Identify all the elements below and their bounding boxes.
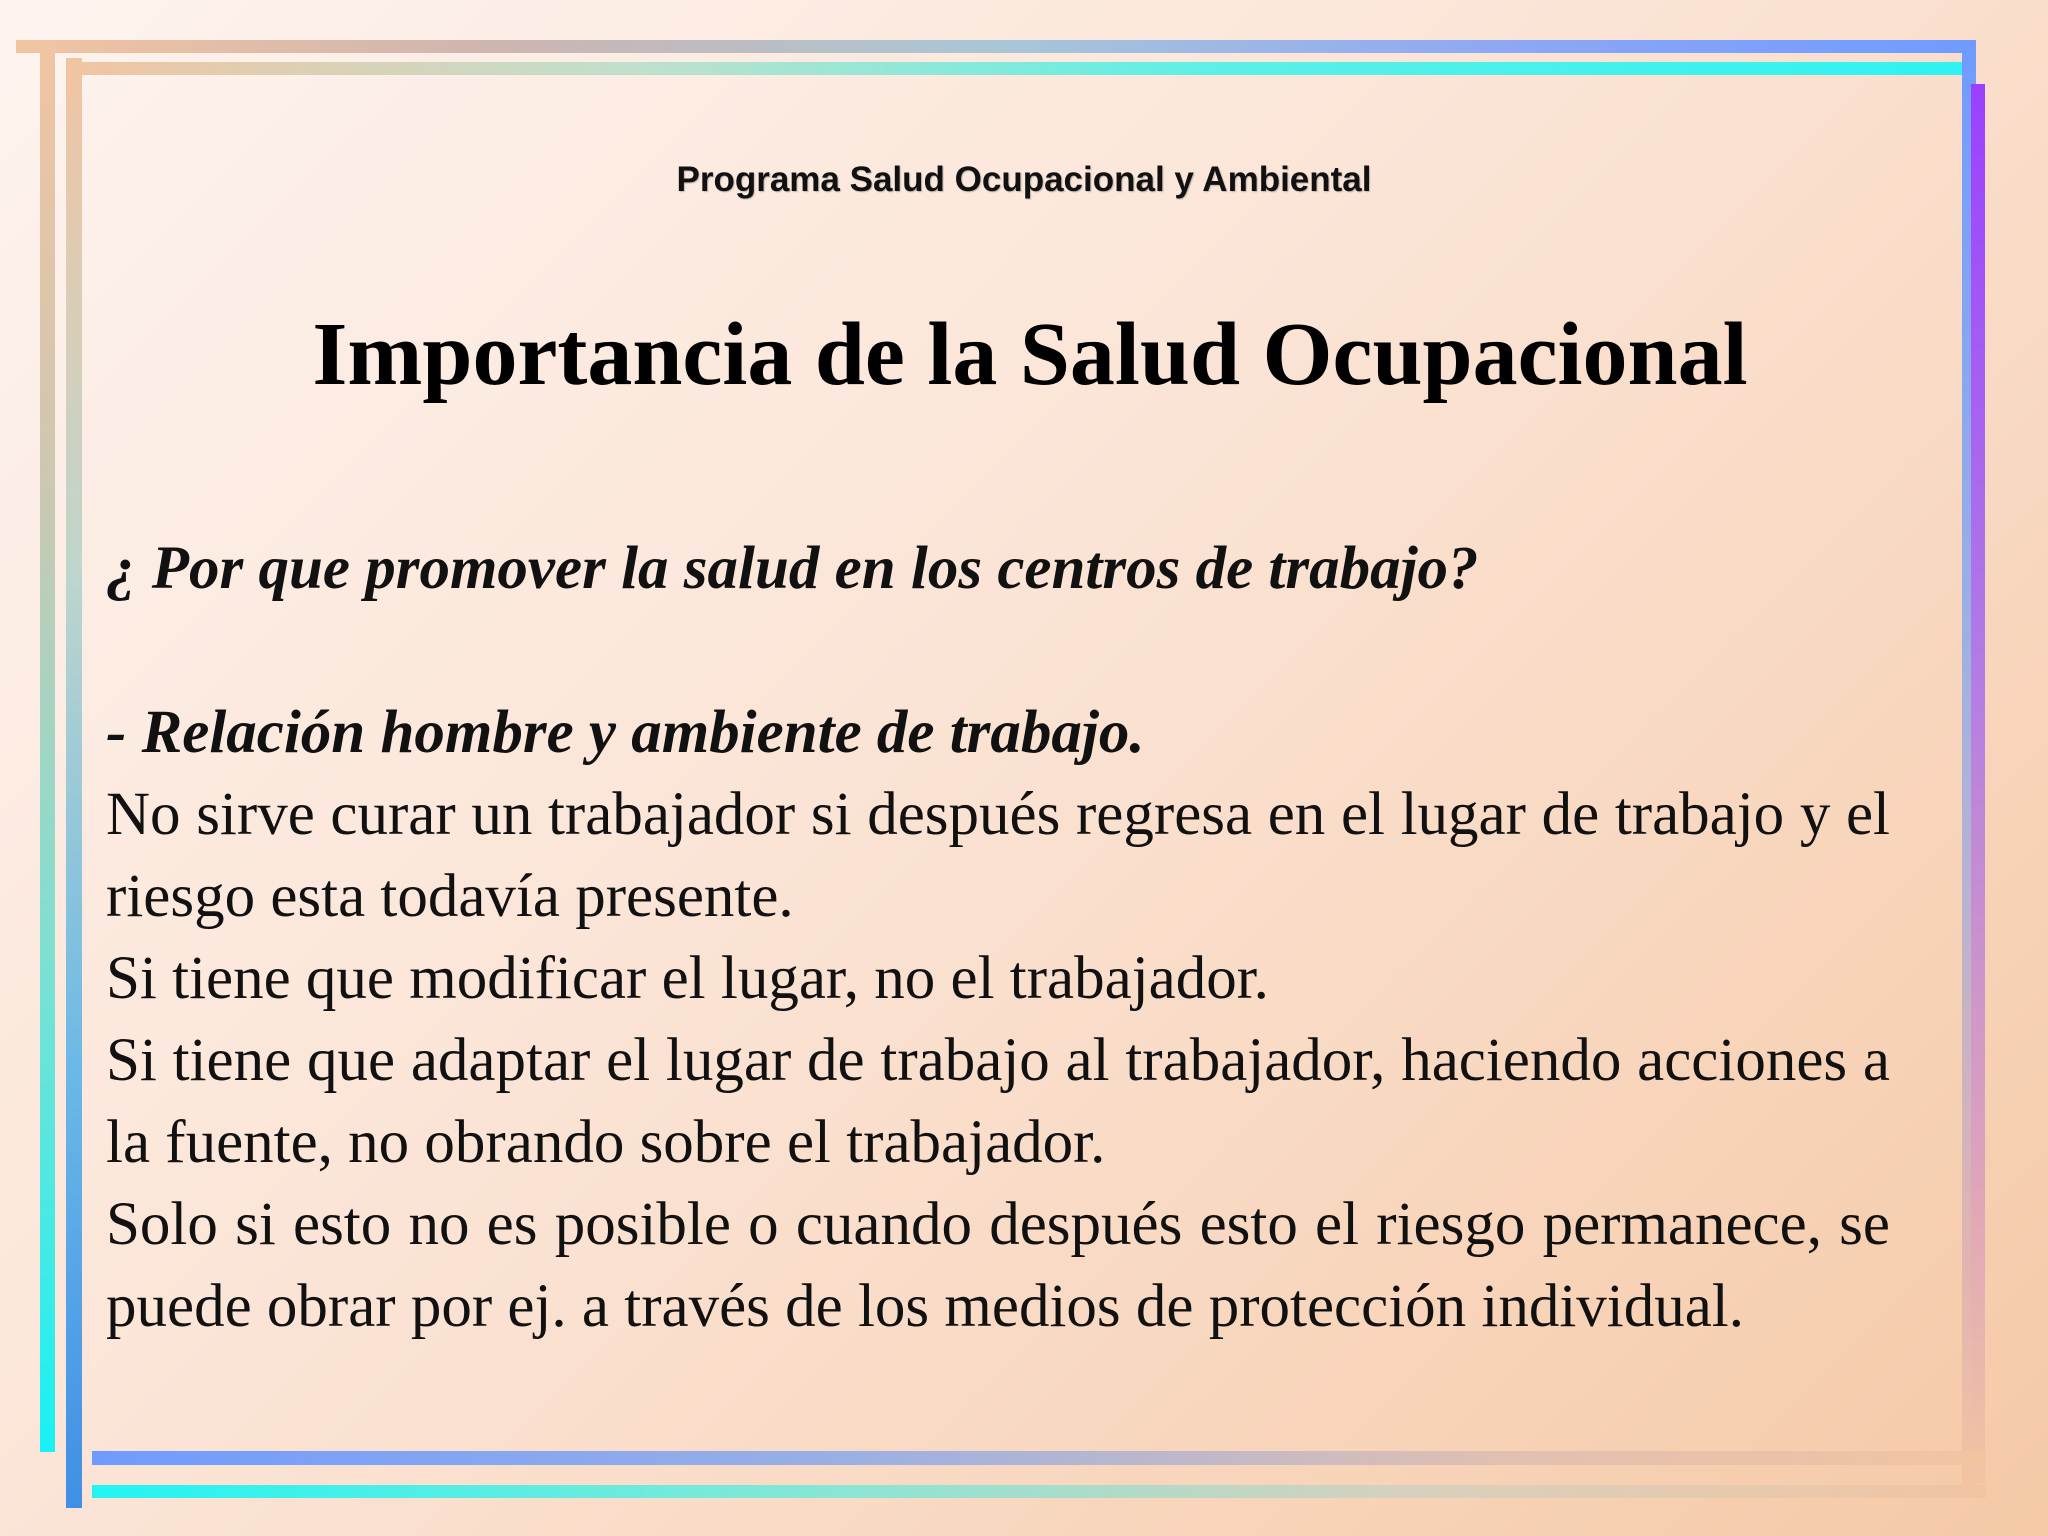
frame-bar-top-outer xyxy=(16,40,1976,53)
frame-bar-left-outer xyxy=(40,40,55,1452)
program-header: Programa Salud Ocupacional y Ambiental xyxy=(676,160,1372,199)
body-paragraph: No sirve curar un trabajador si después regresa en el lugar de trabajo y el riesgo esta todavía presente. xyxy=(106,781,1890,930)
frame-bar-bottom-upper xyxy=(92,1451,1986,1465)
body-paragraph: Si tiene que modificar el lugar, no el trabajador. xyxy=(106,945,1269,1012)
body-paragraph: Si tiene que adaptar el lugar de trabajo al trabajador, haciendo acciones a la fuente, no obrando sobre el trabajador. xyxy=(106,1027,1890,1176)
frame-bar-top-inner xyxy=(66,62,1976,75)
relation-subheading: - Relación hombre y ambiente de trabajo. xyxy=(106,699,1145,766)
frame-bar-bottom-lower xyxy=(92,1485,1986,1498)
question-heading: ¿ Por que promover la salud en los centros de trabajo? xyxy=(106,535,1479,602)
frame-bar-right-inner xyxy=(1971,84,1985,1484)
slide-title: Importancia de la Salud Ocupacional xyxy=(312,305,1748,404)
frame-bar-left-inner xyxy=(66,58,82,1508)
body-paragraph: Solo si esto no es posible o cuando después esto el riesgo permanece, se puede obrar por ej. a través de los medios de protección individual. xyxy=(106,1191,1890,1340)
slide-body xyxy=(106,528,1890,1348)
